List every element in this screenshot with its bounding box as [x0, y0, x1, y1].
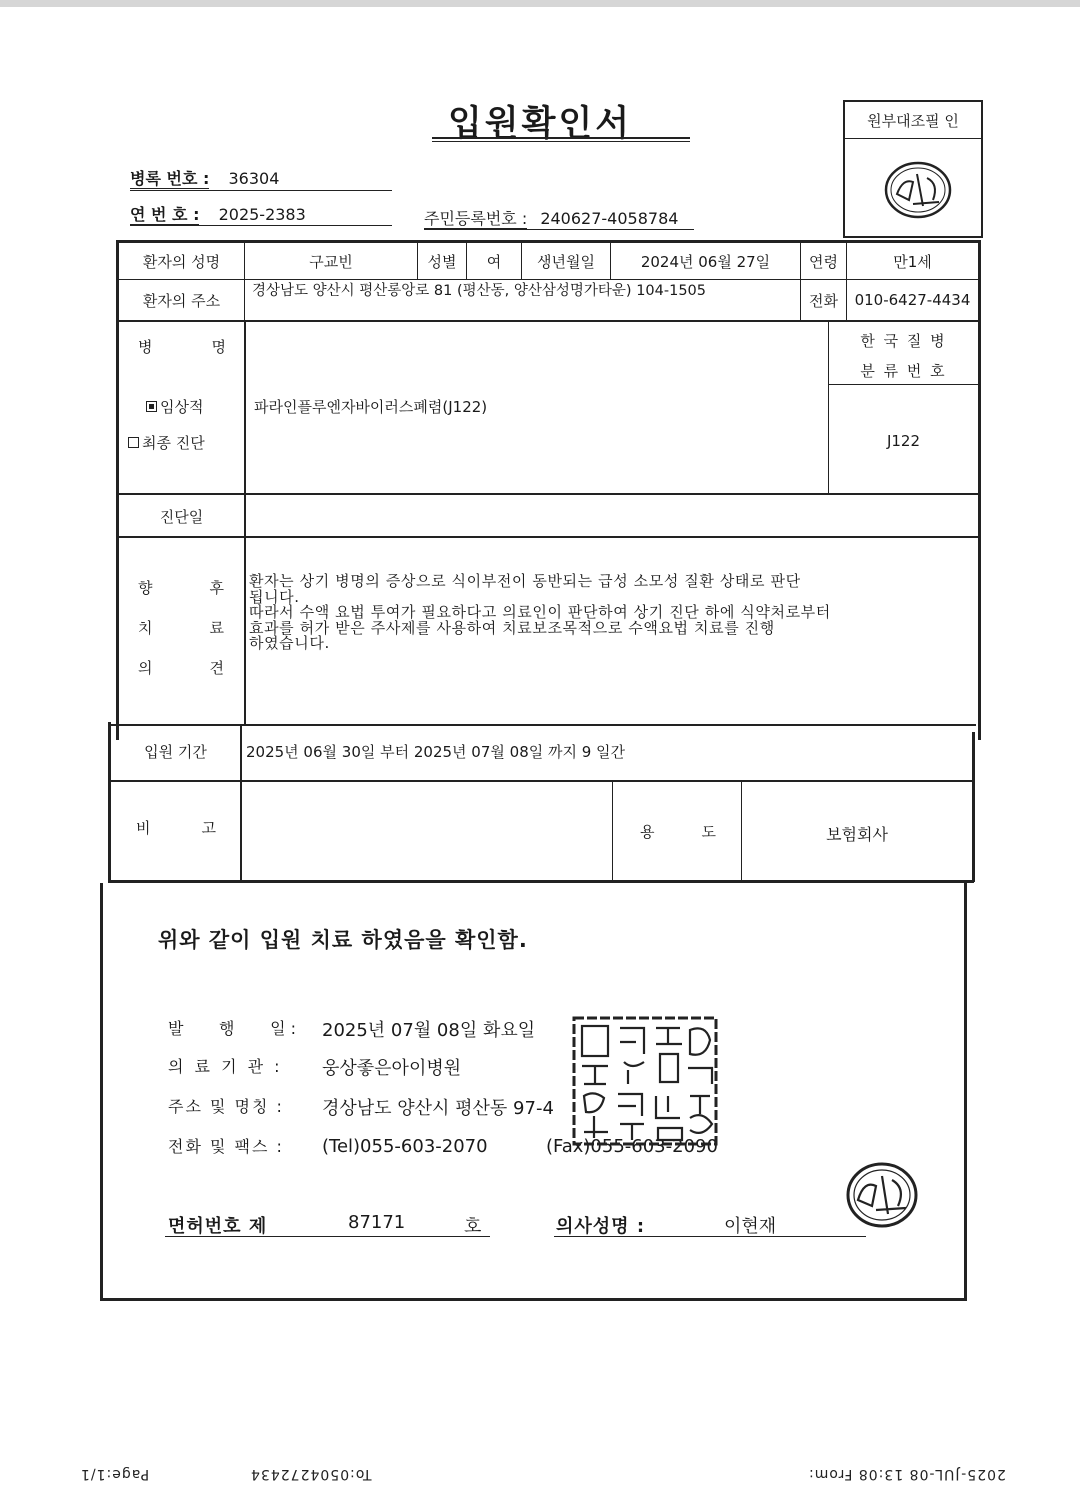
- final-diagnosis-option: [128, 430, 205, 454]
- fax-footer-to: To:0504272434: [250, 1466, 372, 1482]
- hospital-seal-stamp: [570, 1014, 720, 1154]
- contact-label: 전화 및 팩스 :: [168, 1137, 284, 1156]
- resident-number-label: 주민등록번호 :: [424, 209, 528, 228]
- address-label: 환자의 주소: [142, 291, 221, 310]
- doctor-label: 의사성명 :: [556, 1216, 646, 1237]
- doctor-seal-icon: [844, 1160, 920, 1230]
- original-verification-label: 원부대조필 인: [845, 102, 981, 139]
- resident-number-underline: [424, 229, 694, 230]
- fax-footer-page: Page:1/1: [80, 1466, 150, 1482]
- kcd-label-line2: 분 류 번 호: [860, 361, 947, 380]
- opinion-line: 따라서 수액 요법 투여가 필요하다고 의료인이 판단하여 상기 진단 하에 식약처로부터: [249, 603, 831, 621]
- patient-name-value: 구교빈: [309, 252, 353, 271]
- dob-value: 2024년 06월 27일: [640, 252, 771, 271]
- serial-number-underline: [130, 225, 392, 226]
- clinical-checkbox: [146, 401, 157, 412]
- opinion-text: [249, 574, 969, 652]
- opinion-line: 환자는 상기 병명의 증상으로 식이부전이 동반되는 급성 소모성 질환 상태로 판단: [249, 572, 801, 590]
- remarks-label: 비 고: [136, 818, 216, 837]
- opinion-label-line1: 향 후: [138, 578, 224, 597]
- resident-number-row: [424, 206, 678, 229]
- lower-frame-right: [964, 883, 967, 1301]
- patient-name-label: 환자의 성명: [142, 252, 221, 271]
- document-title: 입원확인서: [447, 104, 633, 144]
- title-underline: [432, 137, 690, 139]
- license-label: 면허번호 제: [168, 1216, 268, 1237]
- disease-name: 파라인플루엔자바이러스폐렴(J122): [254, 397, 488, 416]
- lower-frame-left: [100, 883, 103, 1301]
- opinion-line: 하였습니다.: [249, 634, 330, 652]
- license-underline: [165, 1236, 490, 1237]
- title-underline-2: [432, 141, 690, 142]
- ward-number-row: [130, 166, 279, 189]
- address-name-label: 주소 및 명칭 :: [168, 1097, 284, 1116]
- top-edge: [0, 0, 1080, 7]
- ward-number-underline: [130, 190, 392, 191]
- original-verification-box: [843, 100, 983, 238]
- sex-label: 성별: [427, 252, 457, 271]
- kcd-label-line1: 한 국 질 병: [860, 331, 947, 350]
- dob-label: 생년월일: [537, 252, 595, 271]
- age-value: 만1세: [893, 252, 932, 271]
- ward-number-value: 36304: [228, 169, 280, 188]
- serial-number-value: 2025-2383: [218, 205, 306, 224]
- clinical-diagnosis-label: 임상적: [160, 397, 204, 416]
- disease-label: 병 명: [138, 337, 226, 356]
- verification-seal-icon: [883, 160, 953, 220]
- opinion-label-line3: 의 견: [138, 658, 224, 677]
- clinical-diagnosis-option: [146, 394, 203, 418]
- use-value: 보험회사: [826, 824, 888, 844]
- lower-frame-bottom: [100, 1298, 967, 1301]
- confirmation-statement: 위와 같이 입원 치료 하였음을 확인함.: [158, 928, 528, 952]
- opinion-label-line2: 치 료: [138, 618, 224, 637]
- tel-value: (Tel)055-603-2070: [322, 1136, 488, 1157]
- fax-value: (Fax)055-603-2090: [546, 1136, 718, 1157]
- license-suffix: 호: [464, 1216, 482, 1237]
- issue-date-label: 발 행 일 :: [168, 1019, 296, 1038]
- institution-address: 경상남도 양산시 평산동 97-4: [322, 1098, 554, 1119]
- admission-period-value: 2025년 06월 30일 부터 2025년 07월 08일 까지 9 일간: [246, 742, 626, 761]
- phone-value: 010-6427-4434: [854, 291, 971, 309]
- final-diagnosis-label: 최종 진단: [142, 433, 205, 452]
- issue-date-value: 2025년 07월 08일 화요일: [322, 1020, 536, 1041]
- doctor-underline: [554, 1236, 866, 1237]
- license-number: 87171: [348, 1212, 406, 1233]
- ward-number-label: 병록 번호 :: [130, 169, 210, 188]
- resident-number-value: 240627-4058784: [540, 209, 679, 228]
- final-checkbox: [128, 437, 139, 448]
- phone-label: 전화: [809, 291, 838, 310]
- serial-number-label: 연 번 호 :: [130, 205, 200, 224]
- age-label: 연령: [809, 252, 838, 271]
- sex-value: 여: [486, 252, 502, 271]
- doctor-name: 이현재: [724, 1216, 777, 1237]
- diagnosis-date-label: 진단일: [159, 507, 204, 526]
- institution-label: 의 료 기 관 :: [168, 1057, 283, 1076]
- institution-value: 웅상좋은아이병원: [322, 1058, 462, 1079]
- opinion-line: 됩니다.: [249, 587, 300, 606]
- fax-footer-from: 2025-JUL-08 13:08 From:: [808, 1466, 1006, 1482]
- admission-period-label: 입원 기간: [144, 742, 207, 761]
- address-value: 경상남도 양산시 평산롱앙로 81 (평산동, 양산삼성명가타운) 104-1505: [252, 283, 706, 299]
- kcd-code: J122: [886, 432, 921, 450]
- use-label: 용 도: [640, 822, 716, 841]
- serial-number-row: [130, 202, 306, 225]
- opinion-line: 효과를 허가 받은 주사제를 사용하여 치료보조목적으로 수액요법 치료를 진행: [249, 618, 775, 637]
